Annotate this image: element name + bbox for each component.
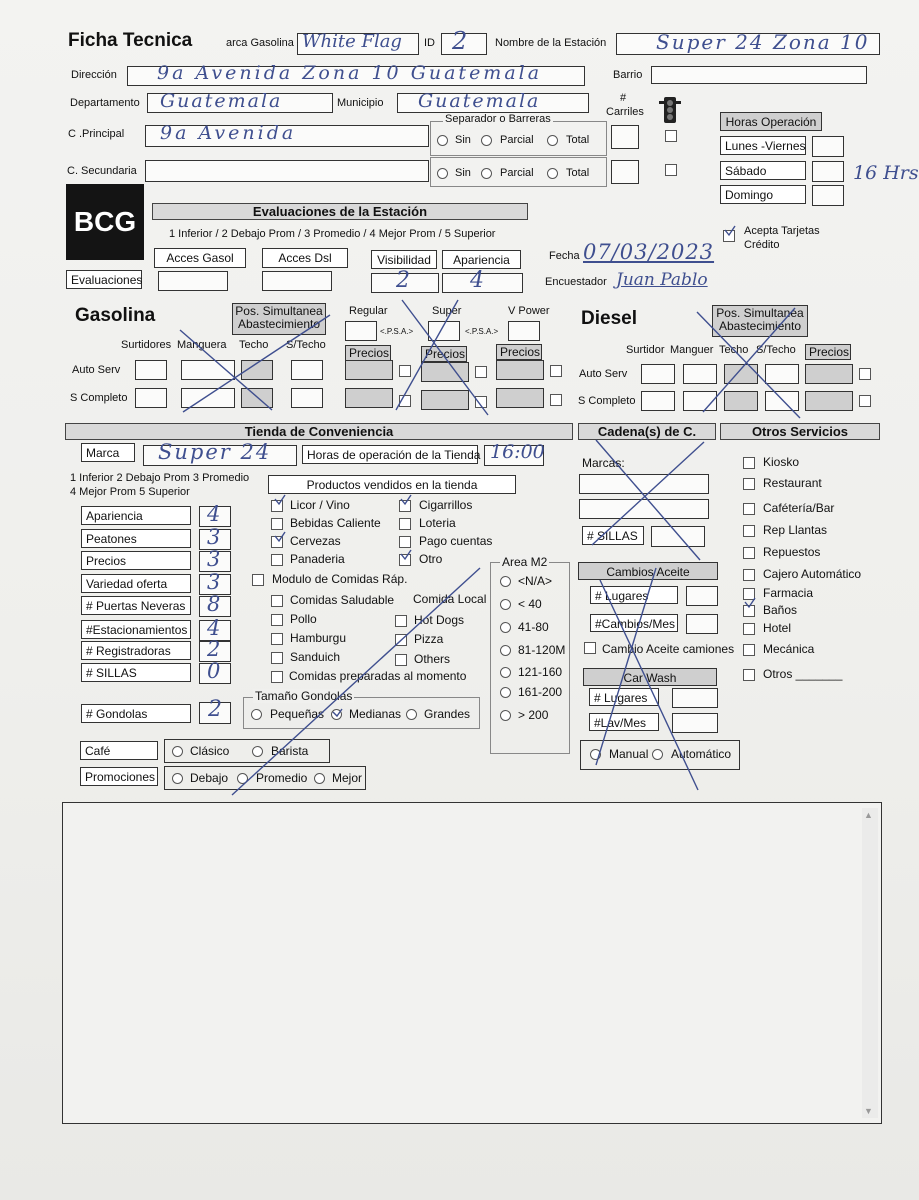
servicio-label: Kiosko bbox=[763, 455, 800, 469]
parcial-label-2: Parcial bbox=[500, 167, 534, 179]
diesel-auto-serv-label: Auto Serv bbox=[579, 368, 628, 380]
area-option-label: > 200 bbox=[518, 708, 549, 722]
servicio-label: Cafétería/Bar bbox=[763, 501, 835, 515]
apariencia-value: 4 bbox=[470, 268, 484, 293]
manguer-label: Manguer bbox=[670, 344, 714, 356]
pequenas-label: Pequeñas bbox=[270, 707, 325, 721]
carriles-label: Carriles bbox=[606, 106, 644, 118]
diesel-pos-line-2: Abastecimiento bbox=[718, 319, 802, 333]
id-value: 2 bbox=[452, 27, 468, 55]
area-title: Area M2 bbox=[502, 555, 548, 569]
gasolina-pos-line-1: Pos. Simultanea bbox=[235, 304, 323, 318]
cw-lugares-label: # Lugares bbox=[589, 688, 659, 706]
producto-label: Otro bbox=[419, 552, 443, 566]
rating-value: 3 bbox=[207, 547, 221, 571]
encuestador-label: Encuestador bbox=[545, 276, 607, 288]
modulo-label: Modulo de Comidas Ráp. bbox=[272, 572, 408, 586]
secundaria-label: C. Secundaria bbox=[67, 165, 137, 177]
rating-value: 8 bbox=[207, 592, 221, 616]
diesel-title: Diesel bbox=[581, 308, 637, 329]
comida-label: Sanduich bbox=[290, 650, 341, 664]
sin-label: Sin bbox=[455, 134, 471, 146]
barrio-label: Barrio bbox=[613, 69, 643, 81]
evaluaciones-title: Evaluaciones de la Estación bbox=[152, 203, 528, 220]
manual-label: Manual bbox=[609, 747, 649, 761]
rating-label: #Estacionamientos bbox=[81, 620, 191, 639]
lav-mes-label: #Lav/Mes bbox=[589, 713, 659, 731]
marca-gasolina-label: arca Gasolina bbox=[226, 37, 294, 49]
producto-label: Bebidas Caliente bbox=[290, 516, 381, 530]
departamento-label: Departamento bbox=[70, 97, 140, 109]
precios-label-vpower: Precios bbox=[496, 344, 542, 360]
cadena-cross-stroke-1 bbox=[596, 440, 700, 560]
marca-gasolina-value: White Flag bbox=[302, 31, 402, 52]
estacion-label: Nombre de la Estación bbox=[495, 37, 607, 49]
sin-label-2: Sin bbox=[455, 167, 471, 179]
producto-label: Cigarrillos bbox=[419, 498, 473, 512]
super-label: Super bbox=[432, 305, 462, 317]
rating-value: 4 bbox=[207, 502, 221, 526]
direccion-value: 9a Avenida Zona 10 Guatemala bbox=[157, 62, 543, 84]
manguera-label: Manguera bbox=[177, 339, 227, 351]
area-option-label: 161-200 bbox=[518, 685, 563, 699]
carwash-cross-stroke-2 bbox=[596, 568, 656, 765]
comida-label: Hamburgu bbox=[290, 631, 347, 645]
tienda-title: Tienda de Conveniencia bbox=[65, 423, 573, 440]
barista-label: Barista bbox=[271, 744, 309, 758]
rating-label: Variedad oferta bbox=[81, 574, 191, 593]
s-completo-label: S Completo bbox=[70, 392, 128, 404]
grandes-label: Grandes bbox=[424, 707, 471, 721]
municipio-label: Municipio bbox=[337, 97, 384, 109]
gasolina-title: Gasolina bbox=[75, 305, 156, 326]
id-label: ID bbox=[424, 37, 435, 49]
comida-local-label: Comida Local bbox=[413, 592, 487, 606]
area-option-label: 41-80 bbox=[518, 620, 549, 634]
marca-tienda-label: Marca bbox=[81, 443, 135, 462]
automatico-label: Automático bbox=[671, 747, 732, 761]
promedio-label: Promedio bbox=[256, 771, 308, 785]
direccion-label: Dirección bbox=[71, 69, 117, 81]
medianas-label: Medianas bbox=[349, 707, 402, 721]
diesel-pos-line-1: Pos. Simultanea bbox=[716, 306, 804, 320]
banos-check bbox=[745, 598, 755, 607]
servicio-label: Hotel bbox=[763, 621, 792, 635]
cambios-mes-label: #Cambios/Mes bbox=[590, 614, 678, 632]
stecho-label: S/Techo bbox=[286, 339, 326, 351]
super-cross-stroke-1 bbox=[402, 300, 488, 415]
servicio-label: Restaurant bbox=[763, 476, 822, 490]
precios-label-regular: Precios bbox=[345, 345, 391, 361]
comidas-cross-stroke bbox=[232, 568, 480, 795]
promociones-label: Promociones bbox=[80, 767, 158, 786]
cigarrillos-check bbox=[401, 495, 411, 504]
servicio-label: Baños bbox=[763, 603, 798, 617]
debajo-label: Debajo bbox=[190, 771, 229, 785]
comidas-prep-label: Comidas preparadas al momento bbox=[289, 669, 467, 683]
auto-serv-label: Auto Serv bbox=[72, 364, 121, 376]
horas-tienda-value: 16:00 bbox=[490, 441, 545, 463]
rating-value: 0 bbox=[207, 659, 221, 683]
carriles-label-hash: # bbox=[620, 92, 627, 104]
rating-label: # Puertas Neveras bbox=[81, 596, 191, 615]
separador-label: Separador o Barreras bbox=[445, 113, 551, 125]
tarjetas-check bbox=[725, 226, 735, 235]
lunes-label: Lunes -Viernes bbox=[720, 136, 806, 155]
servicio-label: Cajero Automático bbox=[763, 567, 862, 581]
area-option-label: <N/A> bbox=[518, 574, 553, 588]
visibilidad-value: 2 bbox=[396, 268, 410, 293]
rating-value: 2 bbox=[207, 637, 221, 661]
car-wash-title: Car Wash bbox=[583, 668, 717, 686]
principal-label: C .Principal bbox=[68, 128, 125, 140]
producto-label: Loteria bbox=[419, 516, 456, 530]
gasolina-cross-stroke-2 bbox=[180, 330, 272, 410]
cambios-aceite-title: Cambios Aceite bbox=[578, 562, 718, 580]
gondolas-label: # Gondolas bbox=[81, 704, 191, 723]
evaluaciones-label: Evaluaciones bbox=[66, 270, 142, 289]
rating-label: # Registradoras bbox=[81, 641, 191, 660]
parcial-label: Parcial bbox=[500, 134, 534, 146]
producto-label: Pago cuentas bbox=[419, 534, 493, 548]
servicio-label: Rep Llantas bbox=[763, 523, 828, 537]
marcas-label: Marcas: bbox=[582, 456, 625, 470]
producto-label: Licor / Vino bbox=[290, 498, 350, 512]
diesel-precios-label: Precios bbox=[805, 344, 851, 360]
otros-servicios-title: Otros Servicios bbox=[720, 423, 880, 440]
evaluaciones-scale: 1 Inferior / 2 Debajo Prom / 3 Promedio / 4 Mejor Prom / 5 Superior bbox=[169, 228, 496, 240]
gondolas-value: 2 bbox=[208, 697, 222, 722]
estacion-value: Super 24 Zona 10 bbox=[656, 30, 870, 54]
productos-title: Productos vendidos en la tienda bbox=[268, 475, 516, 494]
apariencia-label: Apariencia bbox=[442, 250, 521, 269]
super-cross-stroke-2 bbox=[396, 300, 458, 410]
rating-label: Precios bbox=[81, 551, 191, 570]
visibilidad-label: Visibilidad bbox=[371, 250, 437, 269]
page-title: Ficha Tecnica bbox=[68, 30, 193, 51]
vpower-label: V Power bbox=[508, 305, 550, 317]
scroll-down-icon[interactable]: ▼ bbox=[864, 1106, 873, 1116]
mejor-label: Mejor bbox=[332, 771, 363, 785]
area-option-label: 81-120M bbox=[518, 643, 566, 657]
fecha-label: Fecha bbox=[549, 250, 580, 262]
bcg-logo: BCG bbox=[66, 184, 144, 260]
psa-label-2: <.P.S.A.> bbox=[465, 327, 499, 336]
otro-check bbox=[401, 550, 411, 559]
total-label: Total bbox=[566, 134, 590, 146]
sabado-label: Sábado bbox=[720, 161, 806, 180]
regular-label: Regular bbox=[349, 305, 388, 317]
fecha-value: 07/03/2023 bbox=[583, 240, 715, 264]
servicio-label: Otros _______ bbox=[763, 667, 843, 681]
gasolina-cross-stroke-1 bbox=[183, 315, 330, 412]
tarjetas-label: Acepta Tarjetas bbox=[744, 225, 820, 237]
diesel-techo-label: Techo bbox=[719, 344, 749, 356]
producto-label: Cervezas bbox=[290, 534, 341, 548]
licor-check bbox=[275, 495, 285, 504]
servicio-label: Repuestos bbox=[763, 545, 821, 559]
credito-label: Crédito bbox=[744, 239, 780, 251]
encuestador-value: Juan Pablo bbox=[616, 270, 708, 290]
rating-value: 3 bbox=[207, 570, 221, 594]
total-label-2: Total bbox=[566, 167, 590, 179]
diesel-cross-stroke-1 bbox=[703, 308, 795, 412]
municipio-value: Guatemala bbox=[418, 90, 541, 112]
gasolina-pos-line-2: Abastecimiento bbox=[237, 317, 321, 331]
rating-label: Apariencia bbox=[81, 506, 191, 525]
gondolas-size-title: Tamaño Gondolas bbox=[255, 689, 353, 703]
diesel-s-completo-label: S Completo bbox=[578, 395, 636, 407]
servicio-label: Mecánica bbox=[763, 642, 815, 656]
horas-operacion-title: Horas Operación bbox=[720, 112, 822, 131]
acces-dsl-label: Acces Dsl bbox=[262, 248, 348, 268]
rating-label: # SILLAS bbox=[81, 663, 191, 682]
tienda-scale-2: 4 Mejor Prom 5 Superior bbox=[70, 486, 190, 498]
acces-gasol-label: Acces Gasol bbox=[154, 248, 246, 268]
cervezas-check bbox=[275, 532, 285, 541]
domingo-label: Domingo bbox=[720, 185, 806, 204]
producto-label: Panaderia bbox=[290, 552, 345, 566]
diesel-stecho-label: S/Techo bbox=[756, 344, 796, 356]
tienda-scale-1: 1 Inferior 2 Debajo Prom 3 Promedio bbox=[70, 472, 250, 484]
techo-label: Techo bbox=[239, 339, 269, 351]
servicio-label: Farmacia bbox=[763, 586, 814, 600]
surtidor-label: Surtidor bbox=[626, 344, 665, 356]
comida-label: Comidas Saludable bbox=[290, 593, 395, 607]
rating-value: 4 bbox=[207, 616, 221, 640]
clasico-label: Clásico bbox=[190, 744, 230, 758]
horas-tienda-label: Horas de operación de la Tienda bbox=[302, 445, 478, 464]
precios-label-super: Precios bbox=[421, 346, 467, 362]
cafe-label: Café bbox=[80, 741, 158, 760]
principal-value: 9a Avenida bbox=[160, 122, 297, 144]
marca-tienda-value: Super 24 bbox=[158, 440, 272, 464]
rating-label: Peatones bbox=[81, 529, 191, 548]
comida-label: Pollo bbox=[290, 612, 317, 626]
scroll-up-icon[interactable]: ▲ bbox=[864, 810, 873, 820]
carwash-cross-stroke-1 bbox=[600, 580, 698, 790]
surtidores-label: Surtidores bbox=[121, 339, 172, 351]
cadena-title: Cadena(s) de C. bbox=[578, 423, 716, 440]
psa-label-1: <.P.S.A.> bbox=[380, 327, 414, 336]
rating-value: 3 bbox=[207, 525, 221, 549]
cambios-lugares-label: # Lugares bbox=[590, 586, 678, 604]
medianas-mark bbox=[333, 709, 342, 716]
comida-label: Hot Dogs bbox=[414, 613, 465, 627]
area-option-label: < 40 bbox=[518, 597, 542, 611]
cadena-sillas-label: # SILLAS bbox=[582, 526, 644, 545]
horas-note: 16 Hrs bbox=[853, 162, 919, 184]
area-option-label: 121-160 bbox=[518, 665, 563, 679]
cadena-cross-stroke-2 bbox=[592, 442, 704, 545]
departamento-value: Guatemala bbox=[160, 90, 283, 112]
comida-label: Pizza bbox=[414, 632, 444, 646]
camiones-label: Cambio Aceite camiones bbox=[602, 642, 735, 656]
comida-label: Others bbox=[414, 652, 451, 666]
